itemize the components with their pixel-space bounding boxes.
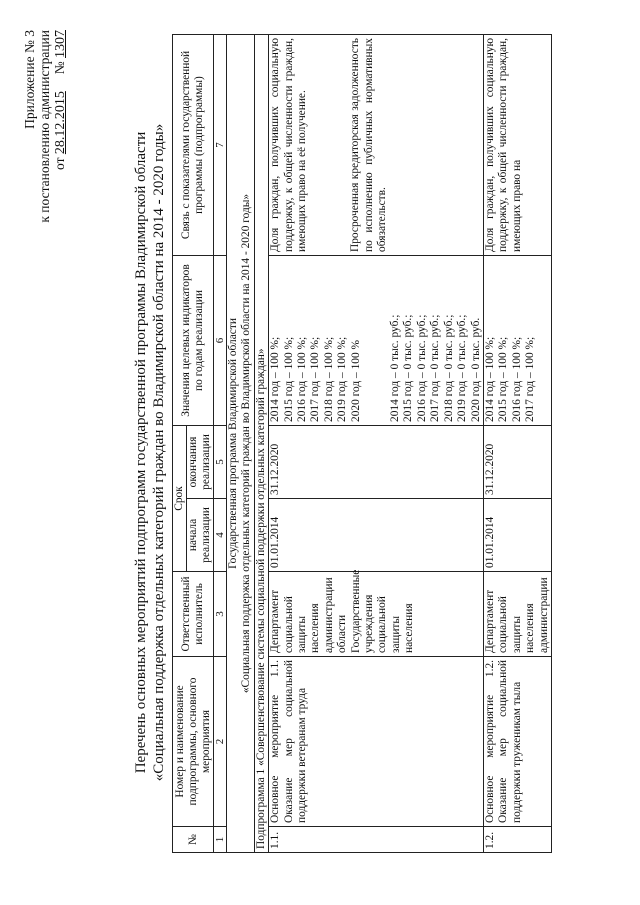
header-end: окончания реализации [187, 426, 214, 499]
measure-end: 31.12.2020 [483, 426, 551, 499]
resolution-number: 1307 [53, 30, 68, 58]
table-row [269, 35, 484, 853]
table-row [483, 35, 551, 853]
resolution-date: 28.12.2015 [53, 91, 68, 155]
indicator-link: Доля граждан, получивших социальную поддержку, к общей численности граждан, имеющих право на её получение. [269, 38, 309, 252]
subprogram-title: Подпрограмма 1 «Совершенствование системы социальной поддержки отдельных категорий граждан» [254, 35, 268, 853]
document-title: Перечень основных мероприятий подпрограмм государственной программы Владимирской области [133, 131, 149, 774]
col-number: 7 [214, 35, 227, 256]
measures-table [172, 34, 552, 853]
col-number: 1 [214, 827, 227, 853]
measure-name: Основное мероприятие 1.2. Оказание мер социальной поддержки труженикам тыла [483, 657, 551, 827]
header-values: Значения целевых индикаторов по годам реализации [173, 256, 214, 426]
header-link: Связь с показателями государственной программы (подпрограммы) [173, 35, 214, 256]
header-executor: Ответственный исполнитель [173, 572, 214, 657]
appendix-date-line [52, 30, 68, 450]
row-number: 1.1. [269, 827, 484, 853]
header-num: № [173, 827, 214, 853]
program-title: Государственная программа Владимирской области [227, 318, 239, 569]
row-number: 1.2. [483, 827, 551, 853]
number-prefix: № [52, 61, 67, 75]
measure-start: 01.01.2014 [483, 499, 551, 572]
measure-executor: Департамент социальной защиты населения администрации [483, 572, 551, 657]
subprogram-row [254, 35, 268, 853]
debt-link: Просроченная кредиторская задолженность по исполнению публичных нормативных обязательств. [349, 38, 389, 252]
col-number: 6 [214, 256, 227, 426]
column-number-row [214, 35, 227, 853]
program-cell [227, 35, 255, 853]
measure-start: 01.01.2014 [269, 499, 484, 572]
program-name: «Социальная поддержка отдельных категорий граждан во Владимирской области на 2014 - 2020 годы» [240, 193, 253, 694]
measure-link [269, 35, 484, 256]
appendix-block [22, 30, 68, 450]
col-number: 2 [214, 657, 227, 827]
measure-link: Доля граждан, получивших социальную поддержку, к общей численности граждан, имеющих право на [483, 35, 551, 256]
debt-values: 2014 год – 0 тыс. руб.; 2015 год – 0 тыс. руб.; 2016 год – 0 тыс. руб.; 2017 год – 0 тыс. руб.; 2018 год – 0 тыс. руб.; 2019 год – 0 тыс. руб.; 2020 год – 0 тыс. руб. [389, 314, 482, 422]
col-number: 3 [214, 572, 227, 657]
measure-executor: Департамент социальной защиты населения администрации области Государственные учреждения социальной защиты населения [269, 572, 484, 657]
header-name: Номер и наименование подпрограммы, основного мероприятия [173, 657, 214, 827]
indicator-values: 2014 год – 100 %; 2015 год – 100 %; 2016 год – 100 %; 2017 год – 100 %; 2018 год – 100 %; 2019 год – 100 %; 2020 год – 100 % [269, 336, 362, 422]
document-subtitle: «Социальная поддержка отдельных категорий граждан во Владимирской области на 2014 - 2020 годы» [151, 123, 167, 782]
measure-values [269, 256, 484, 426]
header-start: начала реализации [187, 499, 214, 572]
appendix-title: Приложение № 3 [22, 30, 37, 129]
measure-name: Основное мероприятие 1.1. Оказание мер социальной поддержки ветеранам труда [269, 657, 484, 827]
program-row [227, 35, 255, 853]
header-term: Срок [173, 426, 187, 572]
col-number: 4 [214, 499, 227, 572]
appendix-resolution: к постановлению администрации [37, 30, 52, 223]
col-number: 5 [214, 426, 227, 499]
measure-values: 2014 год – 100 %; 2015 год – 100 %; 2016 год – 100 %; 2017 год – 100 %; [483, 256, 551, 426]
date-prefix: от [52, 157, 67, 170]
measure-end: 31.12.2020 [269, 426, 484, 499]
header-row [173, 35, 187, 853]
